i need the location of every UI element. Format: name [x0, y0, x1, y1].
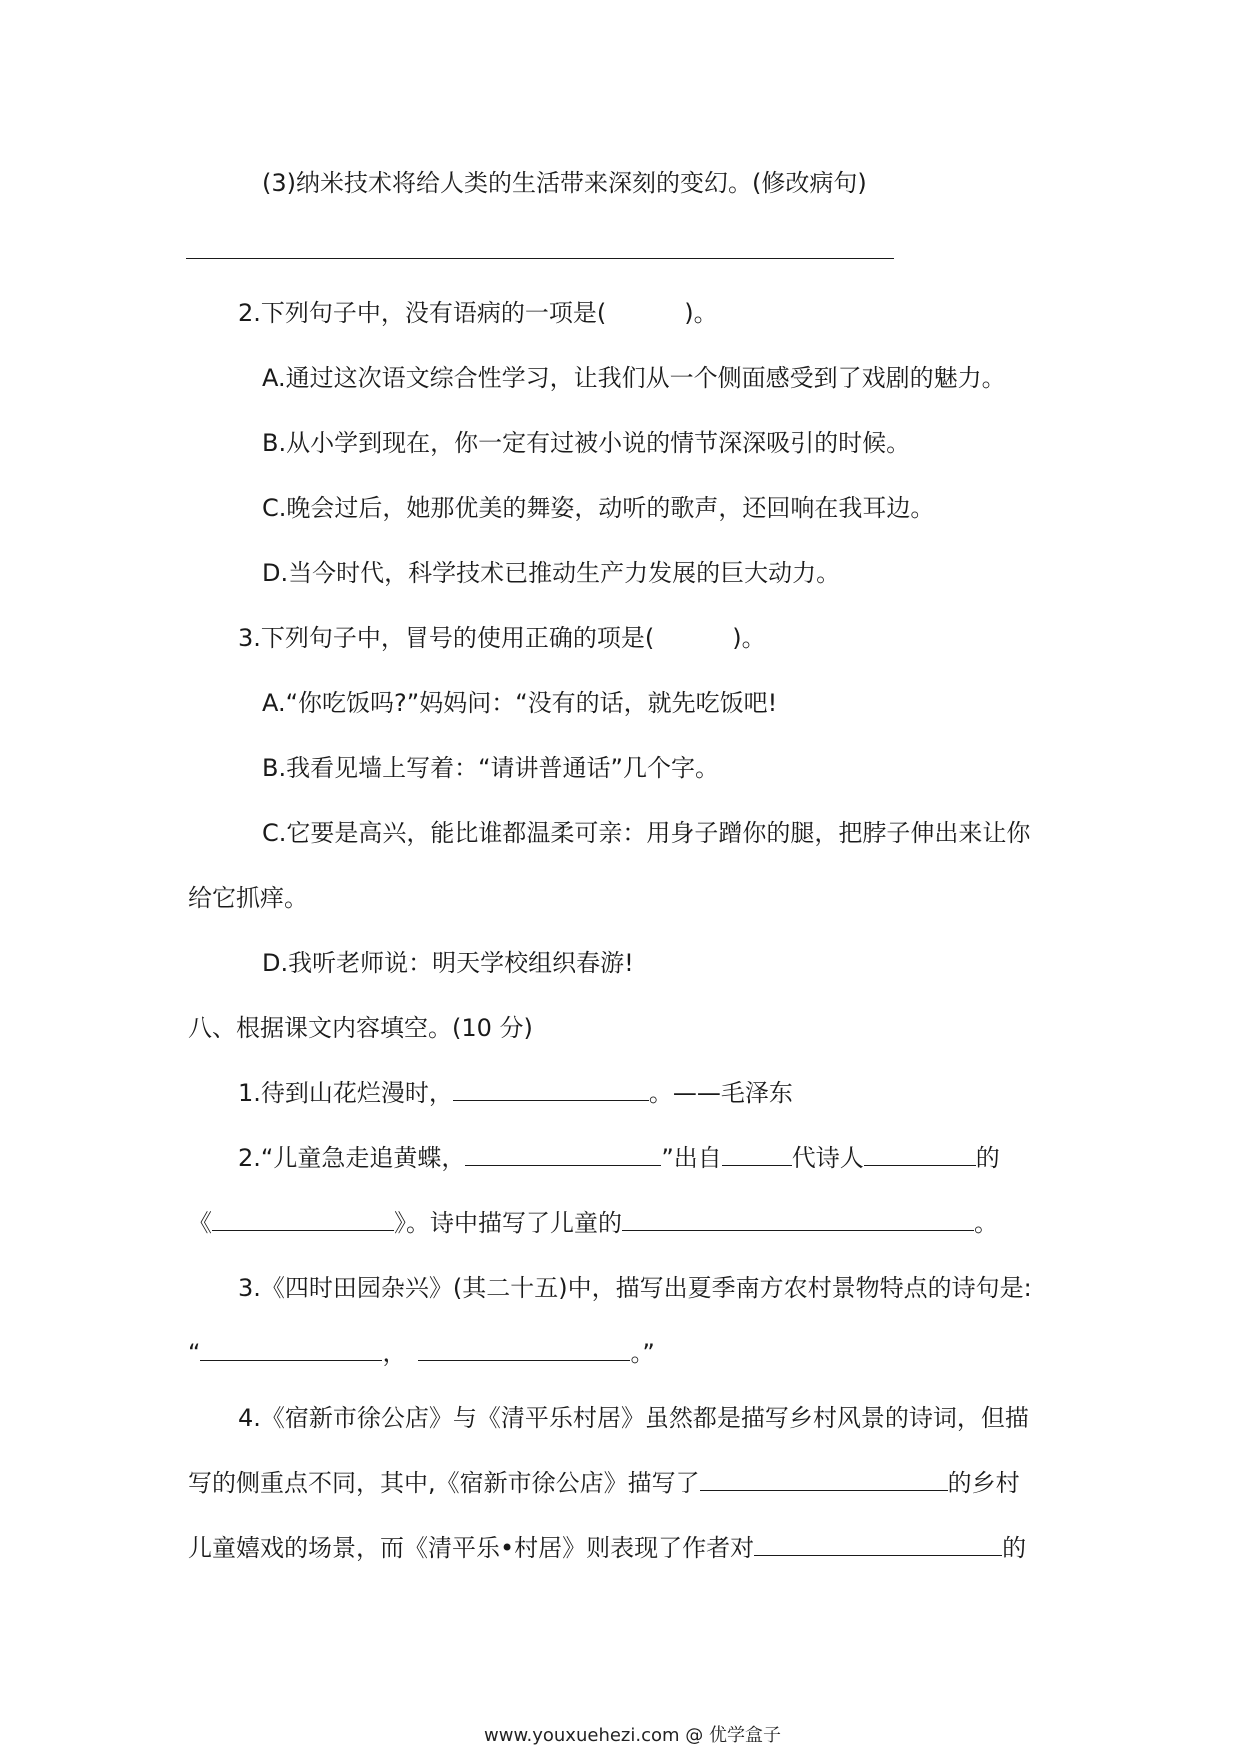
- fill-3-line2: [188, 1336, 655, 1370]
- fill-3-blank-1: [200, 1338, 382, 1361]
- fill-4-blank-2: [754, 1533, 1002, 1556]
- q3-stem-close: )。: [732, 624, 766, 652]
- q1-3-answer-line: [186, 258, 894, 259]
- q1-3-text: (3)纳米技术将给人类的生活带来深刻的变幻。(修改病句): [262, 169, 867, 197]
- fill-2-blank-title: [212, 1208, 394, 1231]
- fill-4-text-c: 的乡村: [947, 1469, 1020, 1497]
- fill-4-line3: [188, 1531, 1026, 1565]
- section-8-heading: 八、根据课文内容填空。(10 分): [188, 1014, 533, 1042]
- q2-stem: [238, 296, 718, 330]
- q3-option-c-line2: 给它抓痒。: [188, 884, 308, 912]
- q2-option-c: C.晚会过后，她那优美的舞姿，动听的歌声，还回响在我耳边。: [262, 494, 935, 522]
- fill-2-blank-describe: [622, 1208, 974, 1231]
- fill-2-text-c: 代诗人: [791, 1144, 864, 1172]
- fill-4-text-e: 的: [1002, 1534, 1027, 1562]
- fill-1-text-b: 。——毛泽东: [648, 1079, 793, 1107]
- fill-4-line1: 4.《宿新市徐公店》与《清平乐村居》虽然都是描写乡村风景的诗词，但描: [238, 1404, 1029, 1432]
- fill-2-text-g: 。: [974, 1209, 998, 1237]
- fill-2-text-b: ”出自: [661, 1144, 722, 1172]
- fill-1: [238, 1076, 793, 1110]
- q2-option-d: D.当今时代，科学技术已推动生产力发展的巨大动力。: [262, 559, 841, 587]
- fill-4-text-b: 写的侧重点不同，其中,《宿新市徐公店》描写了: [188, 1469, 700, 1497]
- fill-3-blank-2: [418, 1338, 630, 1361]
- q3-option-a: A.“你吃饭吗?”妈妈问：“没有的话，就先吃饭吧!: [262, 689, 778, 717]
- fill-1-text-a: 1.待到山花烂漫时，: [238, 1079, 453, 1107]
- fill-2-blank-dynasty: [722, 1143, 792, 1166]
- q3-stem: [238, 621, 766, 655]
- fill-4-blank-1: [700, 1468, 948, 1491]
- q3-option-c-line1: C.它要是高兴，能比谁都温柔可亲：用身子蹭你的腿，把脖子伸出来让你: [262, 819, 1031, 847]
- fill-2-blank-verse: [465, 1143, 661, 1166]
- q3-option-d: D.我听老师说：明天学校组织春游!: [262, 949, 634, 977]
- q2-stem-close: )。: [684, 299, 718, 327]
- q2-option-a: A.通过这次语文综合性学习，让我们从一个侧面感受到了戏剧的魅力。: [262, 364, 1006, 392]
- q3-option-b: B.我看见墙上写着：“请讲普通话”几个字。: [262, 754, 719, 782]
- fill-2-line2: [188, 1206, 998, 1240]
- fill-2-blank-poet: [864, 1143, 976, 1166]
- fill-2-line1: [238, 1141, 1000, 1175]
- q3-stem-text: 3.下列句子中，冒号的使用正确的项是(: [238, 624, 655, 652]
- fill-4-line2: [188, 1466, 1020, 1500]
- footer-watermark: www.youxuehezi.com @ 优学盒子: [484, 1725, 781, 1746]
- fill-2-text-d: 的: [975, 1144, 1000, 1172]
- fill-3-line1: 3.《四时田园杂兴》(其二十五)中，描写出夏季南方农村景物特点的诗句是:: [238, 1274, 1032, 1302]
- fill-3-text-b: “: [188, 1339, 201, 1367]
- fill-3-text-d: 。”: [630, 1339, 655, 1367]
- fill-1-blank: [453, 1078, 649, 1101]
- fill-2-text-a: 2.“儿童急走追黄蝶，: [238, 1144, 466, 1172]
- q2-option-b: B.从小学到现在，你一定有过被小说的情节深深吸引的时候。: [262, 429, 911, 457]
- fill-2-text-e: 《: [188, 1209, 212, 1237]
- fill-3-text-c: ，: [382, 1339, 407, 1367]
- fill-2-text-f: 》。诗中描写了儿童的: [394, 1209, 622, 1237]
- fill-4-text-d: 儿童嬉戏的场景，而《清平乐•村居》则表现了作者对: [188, 1534, 755, 1562]
- q2-stem-text: 2.下列句子中，没有语病的一项是(: [238, 299, 607, 327]
